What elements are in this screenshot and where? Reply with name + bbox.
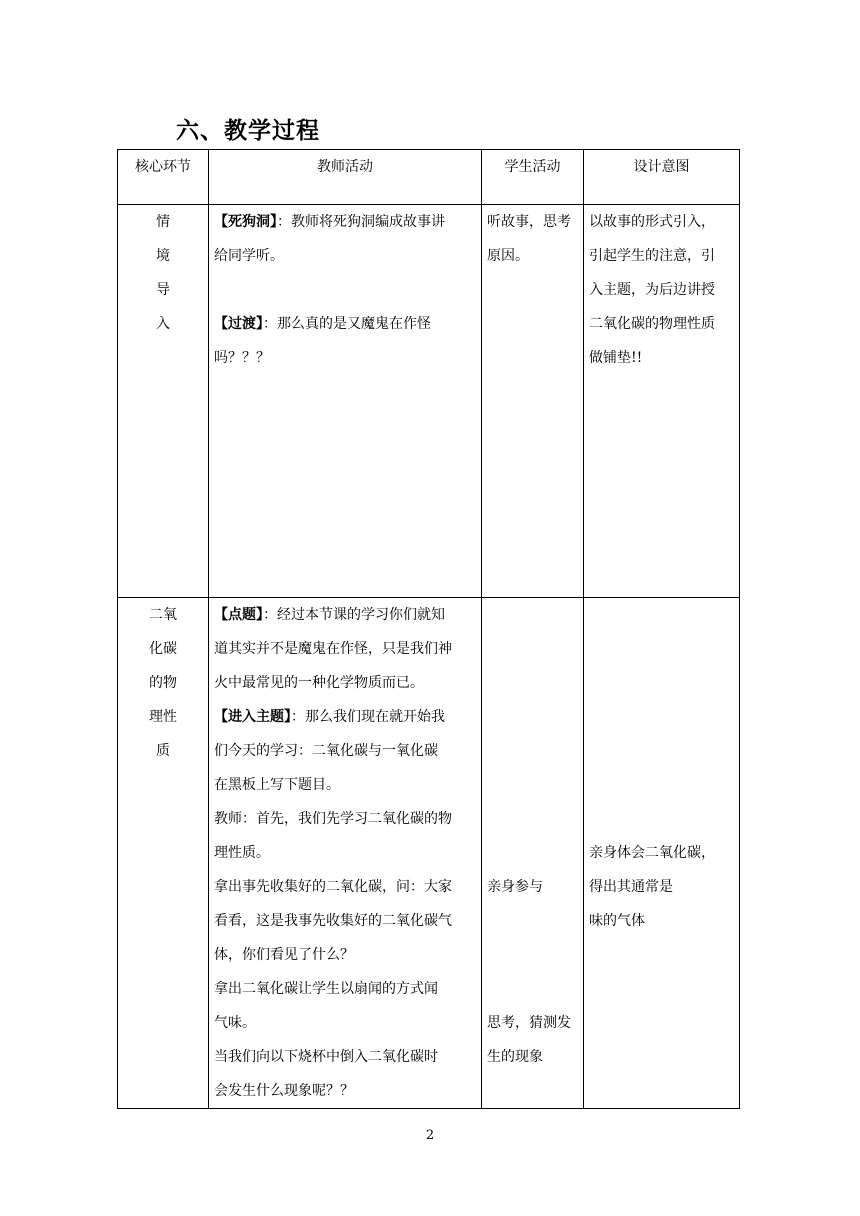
intent-line: 得出其通常是 (589, 879, 673, 895)
text-line: 当我们向以下烧杯中倒入二氧化碳时 (214, 1049, 438, 1065)
student-activity-cell (482, 205, 584, 598)
intent-line: 亲身体会二氧化碳， (589, 845, 715, 861)
stage-cell (118, 598, 209, 1109)
teacher-paragraph (214, 700, 476, 734)
stage-line: 二氧 (149, 607, 177, 623)
stage-line: 导 (156, 282, 170, 298)
keyword-bracket: 【死狗洞】 (214, 214, 277, 230)
student-activity-cell (482, 598, 584, 1109)
stage-cell (118, 205, 209, 598)
intent-line: 做铺垫!! (589, 350, 643, 366)
stage-line: 的物 (149, 675, 177, 691)
teacher-paragraph (214, 205, 476, 239)
intent-line: 引起学生的注意，引 (589, 248, 715, 264)
teaching-process-table (117, 149, 740, 1109)
table-row (118, 598, 740, 1109)
text-line: 理性质。 (214, 845, 270, 861)
text-line: ：那么我们现在就开始我 (291, 709, 445, 725)
stage-line: 化碳 (149, 641, 177, 657)
keyword-bracket: 【过渡】 (214, 316, 263, 332)
student-line: 原因。 (487, 248, 529, 264)
text-line: 看看，这是我事先收集好的二氧化碳气 (214, 913, 452, 929)
text-line: 拿出事先收集好的二氧化碳，问：大家 (214, 879, 452, 895)
intent-line: 二氧化碳的物理性质 (589, 316, 715, 332)
teacher-paragraph: 给同学听。 (214, 248, 284, 264)
table-header-row (118, 150, 740, 205)
student-line: 生的现象 (487, 1049, 543, 1065)
teacher-paragraph: 吗？？？ (214, 350, 270, 366)
header-design-intent: 设计意图 (584, 150, 740, 205)
text-line: 教师：首先，我们先学习二氧化碳的物 (214, 811, 452, 827)
text-line: 会发生什么现象呢？？ (214, 1083, 354, 1099)
table-row (118, 205, 740, 598)
stage-line: 质 (156, 743, 170, 759)
intent-line: 味的气体 (589, 913, 645, 929)
text-line: 在黑板上写下题目。 (214, 777, 340, 793)
stage-line: 情 (156, 214, 170, 230)
header-teacher-activity: 教师活动 (209, 150, 482, 205)
text-line: 气味。 (214, 1015, 256, 1031)
text-line: 体，你们看见了什么？ (214, 947, 354, 963)
text-line: 们今天的学习：二氧化碳与一氧化碳 (214, 743, 438, 759)
stage-line: 境 (156, 248, 170, 264)
intent-line: 以故事的形式引入， (589, 214, 715, 230)
text-line: 道其实并不是魔鬼在作怪，只是我们神 (214, 641, 452, 657)
design-intent-cell (584, 205, 740, 598)
keyword-bracket: 【点题】 (214, 607, 263, 623)
intent-line: 入主题，为后边讲授 (589, 282, 715, 298)
keyword-bracket: 【进入主题】 (214, 709, 291, 725)
teacher-paragraph (214, 307, 476, 341)
text-line: ：经过本节课的学习你们就知 (263, 607, 445, 623)
teacher-paragraph (214, 598, 476, 632)
header-student-activity: 学生活动 (482, 150, 584, 205)
design-intent-cell (584, 598, 740, 1109)
teacher-activity-cell (209, 598, 482, 1109)
stage-line: 理性 (149, 709, 177, 725)
stage-line: 入 (156, 316, 170, 332)
text-line: ：教师将死狗洞编成故事讲 (277, 214, 445, 230)
text-line: 拿出二氧化碳让学生以扇闻的方式闻 (214, 981, 438, 997)
page-number: 2 (425, 1128, 435, 1143)
student-line: 亲身参与 (487, 879, 543, 895)
text-line: 火中最常见的一种化学物质而已。 (214, 675, 424, 691)
section-title: 六、教学过程 (176, 118, 320, 144)
student-line: 听故事，思考 (487, 214, 571, 230)
teacher-activity-cell (209, 205, 482, 598)
student-line: 思考，猜测发 (487, 1015, 571, 1031)
text-line: ：那么真的是又魔鬼在作怪 (263, 316, 431, 332)
header-core-stage: 核心环节 (118, 150, 209, 205)
